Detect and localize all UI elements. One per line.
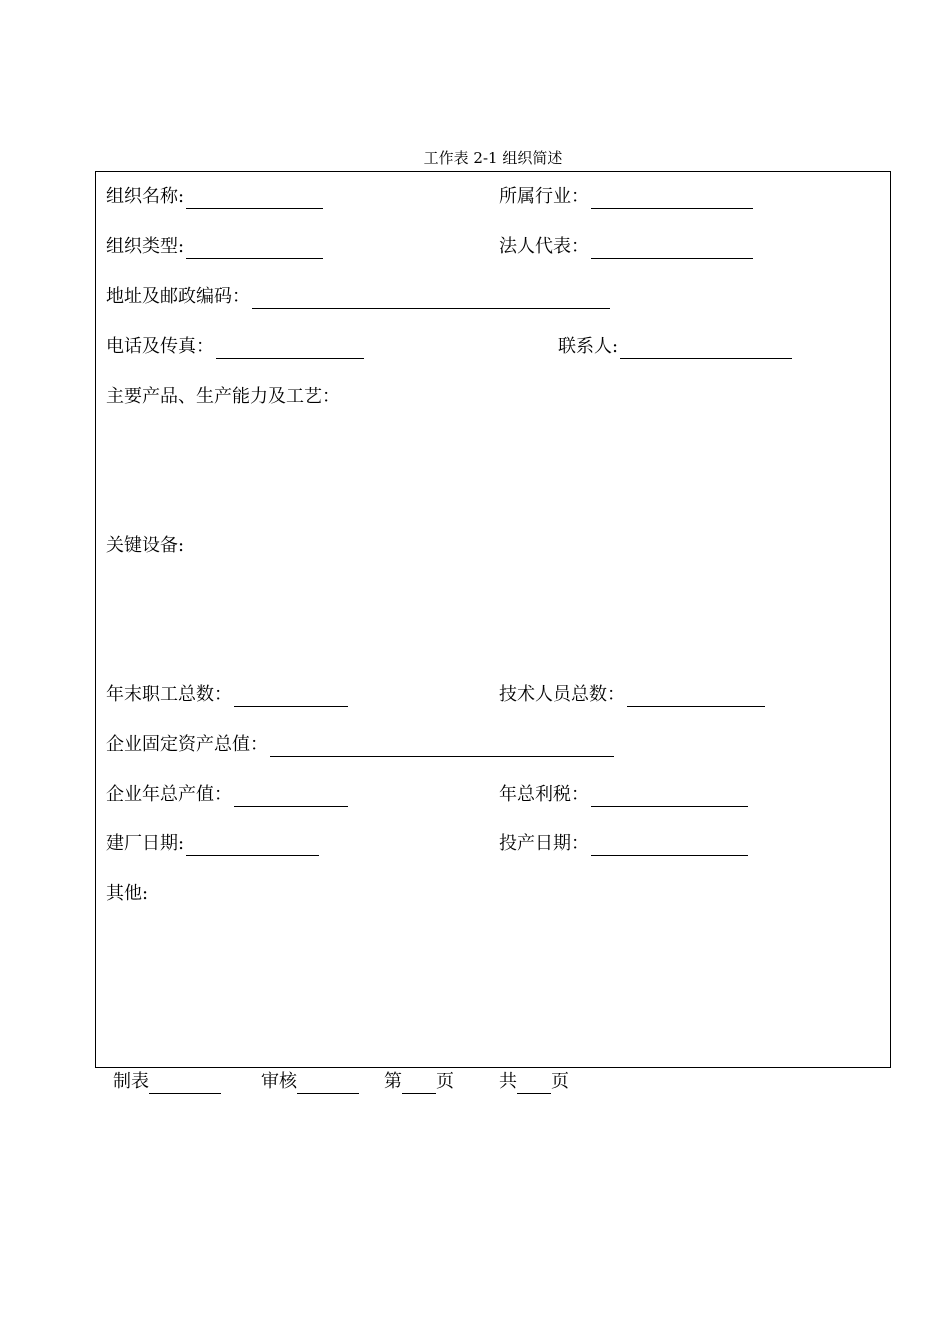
page-suffix: 页 [436,1071,454,1092]
org-name-label: 组织名称: [106,186,185,207]
page-number-input[interactable] [402,1074,436,1094]
annual-tax-label: 年总利税： [499,784,589,805]
prepared-by-label: 制表 [113,1071,149,1092]
employees-label: 年末职工总数： [106,684,232,705]
annual-tax-input[interactable] [591,787,748,807]
reviewed-by-input[interactable] [297,1074,359,1094]
page-number [384,1070,454,1094]
org-type-input[interactable] [186,239,323,259]
industry-input[interactable] [591,189,753,209]
employees-field [106,683,348,707]
annual-output-input[interactable] [234,787,348,807]
phone-fax-field [106,335,364,359]
founded-label: 建厂日期: [106,833,185,854]
fixed-assets-field [106,733,614,757]
address-label: 地址及邮政编码： [106,286,250,307]
fixed-assets-label: 企业固定资产总值： [106,734,268,755]
contact-field [558,335,792,359]
address-input[interactable] [252,289,610,309]
org-name-input[interactable] [186,189,323,209]
form-title: 工作表 2-1 组织简述 [423,149,563,167]
legal-rep-input[interactable] [591,239,753,259]
products-label: 主要产品、生产能力及工艺： [106,386,340,407]
contact-label: 联系人: [558,336,619,357]
total-suffix: 页 [551,1071,569,1092]
org-type-field [106,235,323,259]
tech-staff-label: 技术人员总数： [499,684,625,705]
prepared-by-input[interactable] [149,1074,221,1094]
legal-rep-label: 法人代表： [499,236,589,257]
tech-staff-input[interactable] [627,687,765,707]
legal-rep-field [499,235,753,259]
tech-staff-field [499,683,765,707]
total-prefix: 共 [499,1071,517,1092]
founded-field [106,832,319,856]
annual-output-label: 企业年总产值： [106,784,232,805]
other-label: 其他: [106,883,149,904]
annual-output-field [106,783,348,807]
phone-fax-label: 电话及传真： [106,336,214,357]
key-equipment-label: 关键设备: [106,535,185,556]
industry-label: 所属行业： [499,186,589,207]
form-footer [113,1070,569,1094]
contact-input[interactable] [620,339,792,359]
phone-fax-input[interactable] [216,339,364,359]
production-start-input[interactable] [591,836,748,856]
key-equipment-field [106,534,184,558]
production-start-label: 投产日期： [499,833,589,854]
annual-tax-field [499,783,748,807]
reviewed-by [261,1070,359,1094]
other-field [106,882,148,906]
industry-field [499,185,753,209]
prepared-by [113,1070,221,1094]
page-prefix: 第 [384,1071,402,1092]
address-field [106,285,610,309]
org-type-label: 组织类型: [106,236,185,257]
fixed-assets-input[interactable] [270,737,614,757]
total-pages-input[interactable] [517,1074,551,1094]
org-name-field [106,185,323,209]
products-field [106,385,340,409]
total-pages [499,1070,569,1094]
production-start-field [499,832,748,856]
founded-input[interactable] [186,836,319,856]
employees-input[interactable] [234,687,348,707]
reviewed-by-label: 审核 [261,1071,297,1092]
